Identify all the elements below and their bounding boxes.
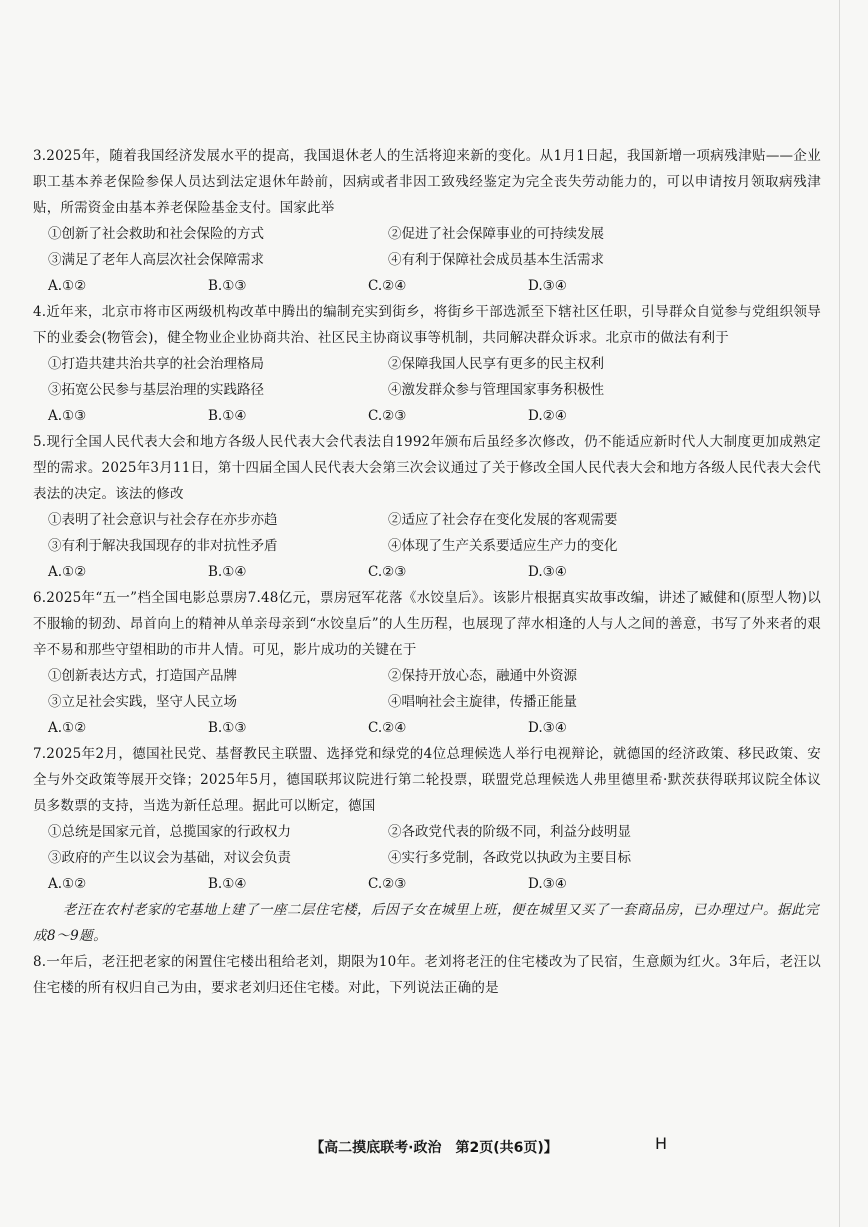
answer-choice: A.①②: [48, 564, 87, 580]
statement-option: ④有利于保障社会成员基本生活需求: [388, 252, 604, 268]
question-stem: 5.现行全国人民代表大会和地方各级人民代表大会代表法自1992年颁布后虽经多次修改，仍不能适应新时代人大制度更加成熟定型的需求。2025年3月11日，第十四届全国人民代表大会第三次会议通过了关于修改全国人民代表大会和地方各级人民代表大会代表法的决定。该法的修改: [33, 434, 821, 502]
statement-option: ③拓宽公民参与基层治理的实践路径: [48, 382, 264, 398]
statement-options: [33, 663, 821, 715]
statement-options: [33, 221, 821, 273]
statement-option: ③立足社会实践，坚守人民立场: [48, 694, 237, 710]
question-stem: 4.近年来，北京市将市区两级机构改革中腾出的编制充实到街乡，将街乡干部选派至下辖社区任职，引导群众自觉参与党组织领导下的业委会(物管会)，健全物业企业协商共治、社区民主协商议事等机制，共同解决群众诉求。北京市的做法有利于: [33, 304, 821, 346]
answer-choice: A.①③: [48, 408, 87, 424]
answer-choice: C.②④: [368, 278, 407, 294]
statement-option: ④激发群众参与管理国家事务积极性: [388, 382, 604, 398]
statement-options: [33, 351, 821, 403]
statement-option: ②适应了社会存在变化发展的客观需要: [388, 512, 618, 528]
answer-choice: C.②③: [368, 876, 407, 892]
answer-choice: D.③④: [528, 278, 567, 294]
answer-choice: C.②③: [368, 564, 407, 580]
answer-choice: A.①②: [48, 278, 87, 294]
statement-option: ③政府的产生以议会为基础，对议会负责: [48, 850, 291, 866]
question-stem: 3.2025年，随着我国经济发展水平的提高，我国退休老人的生活将迎来新的变化。从1月1日起，我国新增一项病残津贴——企业职工基本养老保险参保人员达到法定退休年龄前，因病或者非因工致残经鉴定为完全丧失劳动能力的，可以申请按月领取病残津贴，所需资金由基本养老保险基金支付。国家此举: [33, 148, 821, 216]
question-stem: 8.一年后，老汪把老家的闲置住宅楼出租给老刘，期限为10年。老刘将老汪的住宅楼改为了民宿，生意颇为红火。3年后，老汪以住宅楼的所有权归自己为由，要求老刘归还住宅楼。对此，下列说法正确的是: [33, 954, 821, 996]
statement-option: ②促进了社会保障事业的可持续发展: [388, 226, 604, 242]
answer-choices: [33, 403, 821, 429]
statement-options: [33, 507, 821, 559]
answer-choices: [33, 559, 821, 585]
question-stem: 7.2025年2月，德国社民党、基督教民主联盟、选择党和绿党的4位总理候选人举行电视辩论，就德国的经济政策、移民政策、安全与外交政策等展开交锋；2025年5月，德国联邦议院进行第二轮投票，联盟党总理候选人弗里德里希·默茨获得联邦议院全体议员多数票的支持，当选为新任总理。据此可以断定，德国: [33, 746, 821, 814]
question-stem: 6.2025年“五一”档全国电影总票房7.48亿元，票房冠军花落《水饺皇后》。该影片根据真实故事改编，讲述了臧健和(原型人物)以不服输的韧劲、昂首向上的精神从单亲母亲到“水饺皇后”的人生历程，也展现了萍水相逢的人与人之间的善意，书写了外来者的艰辛不易和那些守望相助的市井人情。可见，影片成功的关键在于: [33, 590, 821, 658]
statement-option: ②各政党代表的阶级不同，利益分歧明显: [388, 824, 631, 840]
question-3: [33, 143, 821, 299]
page-footer: 【高二摸底联考·政治 第2页(共6页)】: [310, 1140, 558, 1156]
question-4: [33, 299, 821, 429]
answer-choice: B.①④: [208, 408, 247, 424]
statement-option: ①表明了社会意识与社会存在亦步亦趋: [48, 512, 278, 528]
answer-choices: [33, 715, 821, 741]
statement-option: ③有利于解决我国现存的非对抗性矛盾: [48, 538, 278, 554]
answer-choice: C.②③: [368, 408, 407, 424]
statement-option: ④唱响社会主旋律，传播正能量: [388, 694, 577, 710]
answer-choice: A.①②: [48, 876, 87, 892]
statement-option: ④实行多党制，各政党以执政为主要目标: [388, 850, 631, 866]
answer-choices: [33, 273, 821, 299]
statement-option: ②保障我国人民享有更多的民主权利: [388, 356, 604, 372]
answer-choice: B.①③: [208, 720, 247, 736]
statement-option: ③满足了老年人高层次社会保障需求: [48, 252, 264, 268]
answer-choice: D.③④: [528, 876, 567, 892]
statement-option: ②保持开放心态，融通中外资源: [388, 668, 577, 684]
question-5: [33, 429, 821, 585]
question-7: [33, 741, 821, 897]
answer-choice: D.③④: [528, 564, 567, 580]
answer-choice: D.②④: [528, 408, 567, 424]
statement-option: ①打造共建共治共享的社会治理格局: [48, 356, 264, 372]
answer-choice: D.③④: [528, 720, 567, 736]
statement-option: ④体现了生产关系要适应生产力的变化: [388, 538, 618, 554]
statement-option: ①创新了社会救助和社会保险的方式: [48, 226, 264, 242]
shared-material-intro: 老汪在农村老家的宅基地上建了一座二层住宅楼，后因子女在城里上班，便在城里又买了一套商品房，已办理过户。据此完成8～9题。: [33, 902, 819, 944]
question-content: [33, 143, 821, 1001]
answer-choice: B.①④: [208, 876, 247, 892]
question-6: [33, 585, 821, 741]
footer-mark: H: [655, 1134, 668, 1153]
statement-options: [33, 819, 821, 871]
statement-option: ①总统是国家元首，总揽国家的行政权力: [48, 824, 291, 840]
scan-edge-line: [839, 0, 840, 1227]
statement-option: ①创新表达方式，打造国产品牌: [48, 668, 237, 684]
answer-choice: B.①④: [208, 564, 247, 580]
answer-choice: A.①②: [48, 720, 87, 736]
question-8: [33, 949, 821, 1001]
answer-choices: [33, 871, 821, 897]
answer-choice: C.②④: [368, 720, 407, 736]
answer-choice: B.①③: [208, 278, 247, 294]
